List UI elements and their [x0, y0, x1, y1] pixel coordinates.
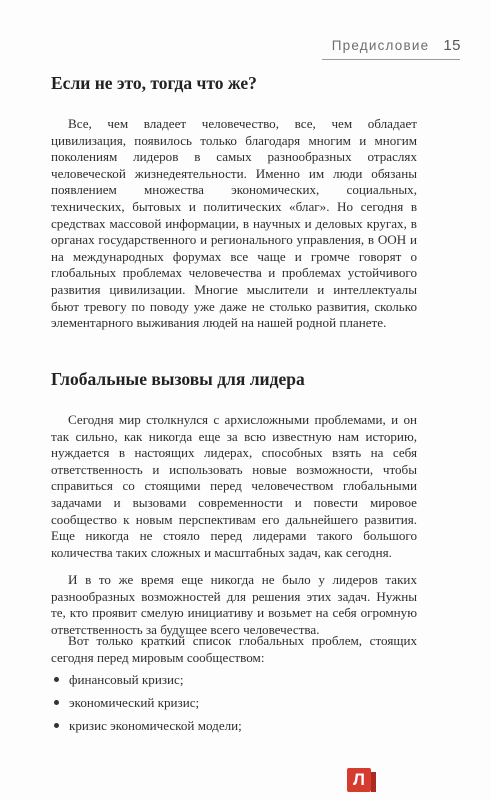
bullet-icon — [54, 700, 59, 705]
list-item — [51, 691, 242, 714]
section2-paragraph-3: Вот только краткий список глобальных проблем, стоящих сегодня перед мировым сообществом: — [51, 633, 417, 665]
running-header — [332, 37, 461, 54]
problem-list — [51, 668, 242, 737]
page-number: 15 — [443, 37, 461, 54]
list-item — [51, 668, 242, 691]
bullet-icon — [54, 723, 59, 728]
bullet-icon — [54, 677, 59, 682]
list-item — [51, 714, 242, 737]
section-heading-1: Если не это, тогда что же? — [51, 73, 257, 93]
section2-paragraph-2: И в то же время еще никогда не было у лидеров таких разнообразных возможностей для решения этих задач. Нужны те, кто проявит смелую инициативу и возьмет на себя огромную ответственность за будущее всего человечества. — [51, 572, 417, 637]
list-item-text: финансовый кризис; — [69, 672, 184, 687]
section-heading-2: Глобальные вызовы для лидера — [51, 369, 305, 389]
list-item-text: кризис экономической модели; — [69, 718, 242, 733]
section1-paragraph: Все, чем владеет человечество, все, чем обладает цивилизация, появилось только благодаря многим и многим поколениям лидеров в самых разнообразных отраслях человеческой жизнедеятельности. Именно им люди обязаны появлением множества экономических, социальных, технических, бытовых и политических «благ». Но сегодня в средствах массовой информации, в научных и деловых кругах, в органах государственного и регионального управления, в ООН и на международных форумах все чаще и громче говорят о глобальных проблемах человечества и проблемах устойчивого развития цивилизации. Многие мыслители и интеллектуалы бьют тревогу по поводу уже даже не столько развития, сколько элементарного выживания людей на нашей родной планете. — [51, 116, 417, 331]
header-rule — [322, 59, 460, 60]
list-item-text: экономический кризис; — [69, 695, 200, 710]
section2-paragraph-1: Сегодня мир столкнулся с архисложными проблемами, и он так сильно, как никогда еще за всю известную нам историю, нуждается в настоящих лидерах, способных взять на себя ответственность и использовать новые возможности, чтобы справиться со стоящими перед человечеством глобальными задачами и вызовами современности и повести мировое сообщество к новым перспективам его дальнейшего развития. Еще никогда не стояло перед лидерами такого большого количества таких сложных и масштабных задач, как сегодня. — [51, 412, 417, 560]
header-section-title: Предисловие — [331, 38, 430, 53]
publisher-logo-icon: Л — [347, 768, 371, 792]
